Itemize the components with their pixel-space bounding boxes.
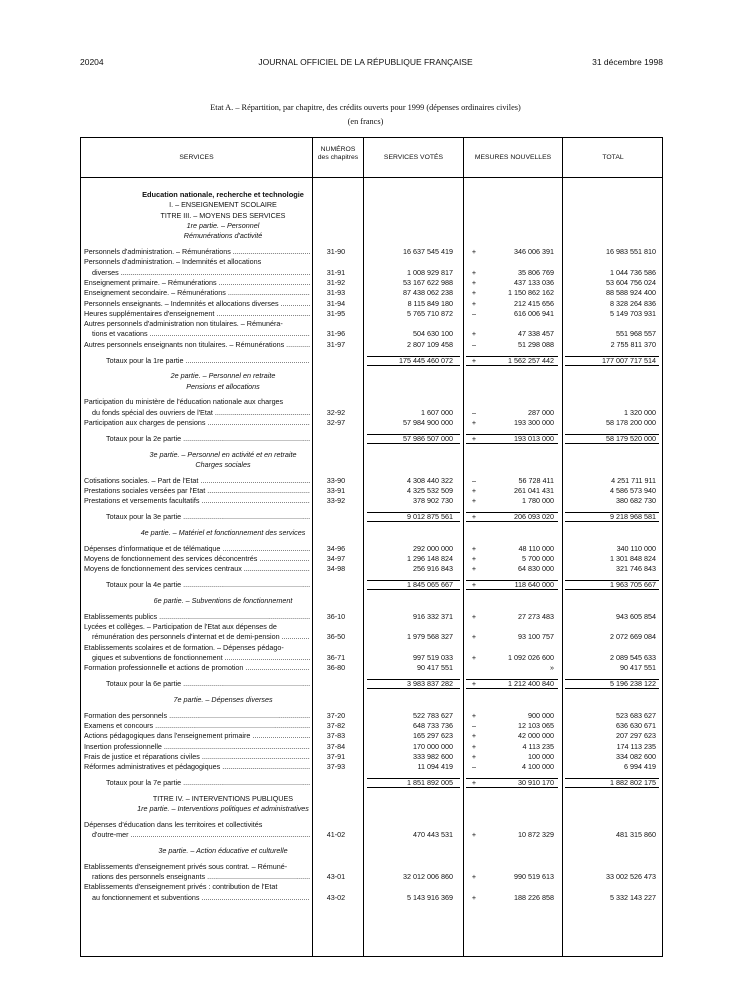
total-value: 636 630 671 <box>616 720 656 730</box>
mesures-nouvelles-value: 12 103 065 <box>518 720 554 730</box>
table-row <box>0 329 731 339</box>
sign: – <box>472 762 476 772</box>
subtotal-row <box>0 356 731 366</box>
table-row <box>0 486 731 496</box>
chapter-number: 37-91 <box>326 751 346 761</box>
mesures-nouvelles-value: 4 100 000 <box>522 762 554 772</box>
table-row <box>0 742 731 752</box>
table-row <box>0 731 731 741</box>
services-votes-value: 5 765 710 872 <box>407 308 453 318</box>
row-label: Etablissements d'enseignement privés : contribution de l'Etat <box>84 882 278 892</box>
section-label: 1re partie. – Personnel <box>186 220 260 230</box>
mesures-nouvelles-value: 346 006 391 <box>514 247 554 256</box>
row-label: Cotisations sociales. – Part de l'Etat ..... <box>84 476 310 486</box>
services-votes-value: 1 845 065 667 <box>407 580 453 590</box>
table-row <box>0 643 731 653</box>
table-row <box>0 288 731 298</box>
chapter-number: 31-90 <box>326 247 346 256</box>
sign: + <box>471 496 477 506</box>
chapter-number: 31-96 <box>326 329 346 339</box>
table-row <box>0 340 731 350</box>
sign: + <box>471 486 477 495</box>
chapter-number: 37-83 <box>326 731 346 741</box>
row-label: Prestations et versements facultatifs ..... <box>84 496 310 506</box>
section-label: 3e partie. – Personnel en activité et en retraite <box>149 449 297 459</box>
row-label: Personnels d'administration. – Rémunérations ..... <box>84 247 310 257</box>
sign: + <box>471 512 477 522</box>
mesures-nouvelles-value: 1 562 257 442 <box>508 355 554 365</box>
sign: + <box>471 611 477 621</box>
sign: + <box>471 632 477 642</box>
table-row <box>0 564 731 574</box>
table-row <box>0 418 731 428</box>
col-header-mesures: MESURES NOUVELLES <box>474 154 552 161</box>
services-votes-value: 57 984 900 000 <box>403 418 453 427</box>
row-label: Autres personnels enseignants non titulaires. – Rémunérations ..... <box>84 340 310 350</box>
services-votes-value: 165 297 623 <box>413 731 453 741</box>
section-label: Pensions et allocations <box>186 381 260 391</box>
section-label: 2e partie. – Personnel en retraite <box>170 371 276 381</box>
total-value: 1 963 705 667 <box>610 580 656 590</box>
sign: + <box>471 355 477 365</box>
services-votes-value: 53 167 622 988 <box>403 277 453 287</box>
table-row <box>0 309 731 319</box>
issue-date: 31 décembre 1998 <box>592 57 663 67</box>
total-value: 321 746 843 <box>616 564 656 574</box>
mesures-nouvelles-value: 188 226 858 <box>514 892 554 902</box>
mesures-nouvelles-value: 1 212 400 840 <box>508 679 554 688</box>
section-heading <box>0 460 731 470</box>
mesures-nouvelles-value: 10 872 329 <box>518 830 554 840</box>
section-heading <box>0 211 731 221</box>
mesures-nouvelles-value: 437 133 036 <box>514 277 554 287</box>
table-title: Etat A. – Répartition, par chapitre, des crédits ouverts pour 1999 (dépenses ordinaires civiles) <box>210 103 521 112</box>
chapter-number: 43-02 <box>326 892 346 902</box>
row-label: Personnels enseignants. – Indemnités et allocations diverses ..... <box>84 299 310 309</box>
mesures-nouvelles-value: 64 830 000 <box>518 564 554 574</box>
total-value: 2 072 669 084 <box>610 632 656 642</box>
services-votes-value: 1 607 000 <box>421 407 453 417</box>
total-value: 523 683 627 <box>616 710 656 720</box>
sign: + <box>471 298 477 308</box>
header-divider <box>80 177 663 178</box>
sign: + <box>471 433 477 443</box>
services-votes-value: 8 115 849 180 <box>407 298 453 308</box>
mesures-nouvelles-value: 35 806 769 <box>518 267 554 277</box>
section-label: 7e partie. – Dépenses diverses <box>173 694 273 704</box>
section-label: TITRE IV. – INTERVENTIONS PUBLIQUES <box>152 793 294 803</box>
table-row <box>0 830 731 840</box>
row-label: Dépenses d'informatique et de télématique ..... <box>84 544 310 554</box>
table-row <box>0 820 731 830</box>
table-row <box>0 882 731 892</box>
table-row <box>0 653 731 663</box>
total-value: 481 315 860 <box>616 830 656 840</box>
sign: + <box>471 892 477 902</box>
row-label: Etablissements scolaires et de formation. – Dépenses pédago- <box>84 642 284 652</box>
table-row <box>0 872 731 882</box>
row-label: Moyens de fonctionnement des services déconcentrés ..... <box>84 554 310 564</box>
subtotal-label: Totaux pour la 1re partie ..... <box>106 356 310 366</box>
total-value: 5 196 238 122 <box>610 679 656 688</box>
table-row <box>0 711 731 721</box>
section-heading <box>0 382 731 392</box>
total-value: 88 588 924 400 <box>606 288 656 298</box>
row-label: rémunération des personnels d'internat et de demi-pension ..... <box>92 632 310 642</box>
chapter-number: 36-50 <box>326 632 346 642</box>
mesures-nouvelles-value: 1 780 000 <box>522 496 554 506</box>
sign: + <box>471 543 477 553</box>
row-label: Formation des personnels ..... <box>84 711 310 721</box>
sign: + <box>471 652 477 662</box>
row-label: Participation aux charges de pensions ..... <box>84 418 310 428</box>
table-row <box>0 257 731 267</box>
chapter-number: 34-98 <box>326 564 346 574</box>
total-value: 9 218 968 581 <box>610 512 656 522</box>
chapter-number: 41-02 <box>326 830 346 840</box>
mesures-nouvelles-value: 193 300 000 <box>514 418 554 427</box>
mesures-nouvelles-value: 1 150 862 162 <box>508 288 554 298</box>
subtotal-label: Totaux pour la 7e partie ..... <box>106 778 310 788</box>
chapter-number: 34-97 <box>326 554 346 563</box>
total-value: 334 082 600 <box>616 751 656 761</box>
total-value: 53 604 756 024 <box>606 277 656 287</box>
table-row <box>0 544 731 554</box>
sign: + <box>471 872 477 881</box>
services-votes-value: 9 012 875 561 <box>407 512 453 522</box>
total-value: 90 417 551 <box>620 663 656 673</box>
table-row <box>0 632 731 642</box>
sign: + <box>471 679 477 688</box>
sign: + <box>471 554 477 563</box>
row-label: giques et subventions de fonctionnement ..... <box>92 653 310 663</box>
sign: + <box>471 580 477 590</box>
services-votes-value: 1 008 929 817 <box>407 267 453 277</box>
total-value: 8 328 264 836 <box>610 298 656 308</box>
chapter-number: 31-91 <box>326 267 346 277</box>
chapter-number: 31-95 <box>326 308 346 318</box>
row-label: Enseignement primaire. – Rémunérations ..... <box>84 278 310 288</box>
section-heading <box>0 190 731 200</box>
sign: – <box>472 407 476 417</box>
mesures-nouvelles-value: 56 728 411 <box>518 475 554 485</box>
table-row <box>0 476 731 486</box>
row-label: tions et vacations ..... <box>92 329 310 339</box>
row-label: Etablissements publics ..... <box>84 612 310 622</box>
table-row <box>0 319 731 329</box>
row-label: Heures supplémentaires d'enseignement ..... <box>84 309 310 319</box>
chapter-number: 36-10 <box>326 611 346 621</box>
row-label: rations des personnels enseignants ..... <box>92 872 310 882</box>
sign: – <box>472 475 476 485</box>
total-value: 1 882 802 175 <box>610 777 656 787</box>
total-value: 1 320 000 <box>624 407 656 417</box>
total-value: 207 297 623 <box>616 731 656 741</box>
section-heading <box>0 221 731 231</box>
chapter-number: 33-92 <box>326 496 346 506</box>
row-label: Examens et concours ..... <box>84 721 310 731</box>
total-value: 5 332 143 227 <box>610 892 656 902</box>
total-value: 6 994 419 <box>624 762 656 772</box>
table-row <box>0 397 731 407</box>
services-votes-value: 378 902 730 <box>413 496 453 506</box>
total-value: 551 968 557 <box>616 329 656 339</box>
section-label: 6e partie. – Subventions de fonctionnement <box>153 595 293 605</box>
services-votes-value: 333 982 600 <box>413 751 453 761</box>
total-value: 1 044 736 586 <box>610 267 656 277</box>
journal-title: JOURNAL OFFICIEL DE LA RÉPUBLIQUE FRANÇAISE <box>258 57 473 67</box>
mesures-nouvelles-value: » <box>550 663 554 673</box>
mesures-nouvelles-value: 51 298 088 <box>518 339 554 349</box>
table-row <box>0 268 731 278</box>
total-value: 1 301 848 824 <box>610 554 656 563</box>
mesures-nouvelles-value: 261 041 431 <box>514 486 554 495</box>
services-votes-value: 87 438 062 238 <box>403 288 453 298</box>
total-value: 340 110 000 <box>616 543 656 553</box>
services-votes-value: 2 807 109 458 <box>407 339 453 349</box>
section-label: Charges sociales <box>195 459 251 469</box>
col-header-votes: SERVICES VOTÉS <box>383 154 444 161</box>
section-label: Education nationale, recherche et technologie <box>142 190 304 199</box>
services-votes-value: 32 012 006 860 <box>403 872 453 881</box>
total-value: 2 755 811 370 <box>610 339 656 349</box>
section-heading <box>0 596 731 606</box>
section-heading <box>0 794 731 804</box>
row-label: Enseignement secondaire. – Rémunérations ..... <box>84 288 310 298</box>
chapter-number: 37-20 <box>326 710 346 720</box>
mesures-nouvelles-value: 118 640 000 <box>514 580 554 590</box>
sign: + <box>471 731 477 741</box>
section-label: 4e partie. – Matériel et fonctionnement des services <box>140 527 306 537</box>
row-label: Participation du ministère de l'éducation nationale aux charges <box>84 397 284 407</box>
section-heading <box>0 371 731 381</box>
page-number: 20204 <box>80 57 104 67</box>
services-votes-value: 470 443 531 <box>413 830 453 840</box>
chapter-number: 31-93 <box>326 288 346 298</box>
mesures-nouvelles-value: 900 000 <box>528 710 554 720</box>
total-value: 177 007 717 514 <box>602 355 656 365</box>
chapter-number: 32-92 <box>326 407 346 417</box>
subtotal-label: Totaux pour la 3e partie ..... <box>106 512 310 522</box>
total-value: 4 586 573 940 <box>610 486 656 495</box>
sign: + <box>471 288 477 298</box>
chapter-number: 37-82 <box>326 720 346 730</box>
table-row <box>0 762 731 772</box>
table-row <box>0 663 731 673</box>
sign: + <box>471 329 477 339</box>
section-heading <box>0 804 731 814</box>
table-row <box>0 278 731 288</box>
subtotal-row <box>0 580 731 590</box>
section-heading <box>0 450 731 460</box>
total-value: 33 002 526 473 <box>606 872 656 881</box>
sign: + <box>471 564 477 574</box>
services-votes-value: 4 308 440 322 <box>407 475 453 485</box>
services-votes-value: 90 417 551 <box>417 663 453 673</box>
row-label: d'outre-mer ..... <box>92 830 310 840</box>
chapter-number: 32-97 <box>326 418 346 427</box>
services-votes-value: 292 000 000 <box>413 543 453 553</box>
chapter-number: 31-92 <box>326 277 346 287</box>
table-row <box>0 408 731 418</box>
total-value: 943 605 854 <box>616 611 656 621</box>
mesures-nouvelles-value: 47 338 457 <box>518 329 554 339</box>
sign: + <box>471 247 477 256</box>
chapter-number: 31-94 <box>326 298 346 308</box>
mesures-nouvelles-value: 4 113 235 <box>522 741 554 751</box>
section-label: 1re partie. – Interventions politiques et administratives <box>137 804 309 813</box>
services-votes-value: 170 000 000 <box>413 741 453 751</box>
mesures-nouvelles-value: 212 415 656 <box>514 298 554 308</box>
mesures-nouvelles-value: 30 910 170 <box>518 777 554 787</box>
table-row <box>0 752 731 762</box>
chapter-number: 33-90 <box>326 475 346 485</box>
mesures-nouvelles-value: 27 273 483 <box>518 611 554 621</box>
total-value: 58 179 520 000 <box>606 433 656 443</box>
sign: + <box>471 830 477 840</box>
subtotal-label: Totaux pour la 2e partie ..... <box>106 434 310 444</box>
total-value: 5 149 703 931 <box>610 308 656 318</box>
mesures-nouvelles-value: 616 006 941 <box>514 308 554 318</box>
total-value: 4 251 711 911 <box>611 475 656 485</box>
services-votes-value: 504 630 100 <box>413 329 453 339</box>
sign: + <box>471 741 477 751</box>
mesures-nouvelles-value: 193 013 000 <box>514 433 554 443</box>
services-votes-value: 522 783 627 <box>413 710 453 720</box>
services-votes-value: 175 445 460 072 <box>399 355 453 365</box>
row-label: Dépenses d'éducation dans les territoires et collectivités <box>84 819 263 829</box>
services-votes-value: 4 325 532 509 <box>407 486 453 495</box>
table-row <box>0 862 731 872</box>
col-header-services: SERVICES <box>179 154 214 161</box>
sign: + <box>471 751 477 761</box>
row-label: Formation professionnelle et actions de promotion ..... <box>84 663 310 673</box>
mesures-nouvelles-value: 48 110 000 <box>518 543 554 553</box>
row-label: du fonds spécial des ouvriers de l'Etat ..... <box>92 408 310 418</box>
section-heading <box>0 528 731 538</box>
total-value: 174 113 235 <box>616 741 656 751</box>
subtotal-row <box>0 434 731 444</box>
section-label: I. – ENSEIGNEMENT SCOLAIRE <box>169 200 277 210</box>
services-votes-value: 1 296 148 824 <box>407 554 453 563</box>
row-label: Réformes administratives et pédagogiques ..... <box>84 762 310 772</box>
sign: + <box>471 777 477 787</box>
section-heading <box>0 200 731 210</box>
chapter-number: 43-01 <box>326 872 346 881</box>
row-label: Prestations sociales versées par l'Etat ..... <box>84 486 310 496</box>
sign: + <box>471 277 477 287</box>
subtotal-row <box>0 778 731 788</box>
chapter-number: 31-97 <box>326 339 346 349</box>
section-label: 3e partie. – Action éducative et culturelle <box>158 845 288 855</box>
row-label: Personnels d'administration. – Indemnités et allocations <box>84 257 262 267</box>
mesures-nouvelles-value: 990 519 613 <box>514 872 554 881</box>
section-heading <box>0 695 731 705</box>
chapter-number: 37-84 <box>326 741 346 751</box>
services-votes-value: 57 986 507 000 <box>403 433 453 443</box>
row-label: au fonctionnement et subventions ..... <box>92 893 310 903</box>
mesures-nouvelles-value: 206 093 020 <box>514 512 554 522</box>
section-label: TITRE III. – MOYENS DES SERVICES <box>160 210 286 220</box>
services-votes-value: 1 979 568 327 <box>407 632 453 642</box>
row-label: Autres personnels d'administration non titulaires. – Rémunéra- <box>84 319 283 329</box>
sign: + <box>471 267 477 277</box>
services-votes-value: 1 851 892 005 <box>407 777 453 787</box>
subtotal-row <box>0 679 731 689</box>
row-label: Moyens de fonctionnement des services centraux ..... <box>84 564 310 574</box>
col-header-numeros: NUMÉROS des chapitres <box>317 146 359 161</box>
section-heading <box>0 846 731 856</box>
subtotal-label: Totaux pour la 6e partie ..... <box>106 679 310 689</box>
table-row <box>0 247 731 257</box>
services-votes-value: 16 637 545 419 <box>403 247 453 256</box>
total-value: 58 178 200 000 <box>606 418 656 427</box>
sign: – <box>472 339 476 349</box>
total-value: 16 983 551 810 <box>606 247 656 256</box>
table-row <box>0 622 731 632</box>
col-header-total: TOTAL <box>602 154 624 161</box>
sign: – <box>472 720 476 730</box>
chapter-number: 36-80 <box>326 663 346 673</box>
row-label: Lycées et collèges. – Participation de l'Etat aux dépenses de <box>84 622 277 631</box>
services-votes-value: 256 916 843 <box>413 564 453 574</box>
services-votes-value: 3 983 837 282 <box>407 679 453 688</box>
row-label: Insertion professionnelle ..... <box>84 742 310 752</box>
mesures-nouvelles-value: 100 000 <box>528 751 554 761</box>
row-label: Actions pédagogiques dans l'enseignement primaire ..... <box>84 731 310 741</box>
chapter-number: 33-91 <box>326 486 346 495</box>
total-value: 2 089 545 633 <box>610 652 656 662</box>
sign: + <box>471 710 477 720</box>
total-value: 380 682 730 <box>616 496 656 506</box>
services-votes-value: 916 332 371 <box>413 611 453 621</box>
sign: + <box>471 418 477 427</box>
services-votes-value: 648 733 736 <box>413 720 453 730</box>
table-row <box>0 299 731 309</box>
mesures-nouvelles-value: 42 000 000 <box>518 731 554 741</box>
table-row <box>0 496 731 506</box>
row-label: Etablissements d'enseignement privés sous contrat. – Rémuné- <box>84 861 288 871</box>
chapter-number: 37-93 <box>326 762 346 772</box>
chapter-number: 36-71 <box>326 652 346 662</box>
section-heading <box>0 231 731 241</box>
mesures-nouvelles-value: 1 092 026 600 <box>508 652 554 662</box>
services-votes-value: 11 094 419 <box>417 762 453 772</box>
table-row <box>0 612 731 622</box>
section-label: Rémunérations d'activité <box>183 231 263 241</box>
table-unit: (en francs) <box>347 117 384 126</box>
subtotal-label: Totaux pour la 4e partie ..... <box>106 580 310 590</box>
services-votes-value: 997 519 033 <box>413 652 453 662</box>
row-label: diverses ..... <box>92 268 310 278</box>
services-votes-value: 5 143 916 369 <box>407 892 453 902</box>
sign: – <box>472 308 476 318</box>
mesures-nouvelles-value: 93 100 757 <box>518 632 554 642</box>
mesures-nouvelles-value: 5 700 000 <box>522 554 554 563</box>
chapter-number: 34-96 <box>326 543 346 553</box>
subtotal-row <box>0 512 731 522</box>
table-row <box>0 554 731 564</box>
mesures-nouvelles-value: 287 000 <box>528 407 554 417</box>
table-row <box>0 893 731 903</box>
row-label: Frais de justice et réparations civiles ..... <box>84 752 310 762</box>
table-row <box>0 721 731 731</box>
